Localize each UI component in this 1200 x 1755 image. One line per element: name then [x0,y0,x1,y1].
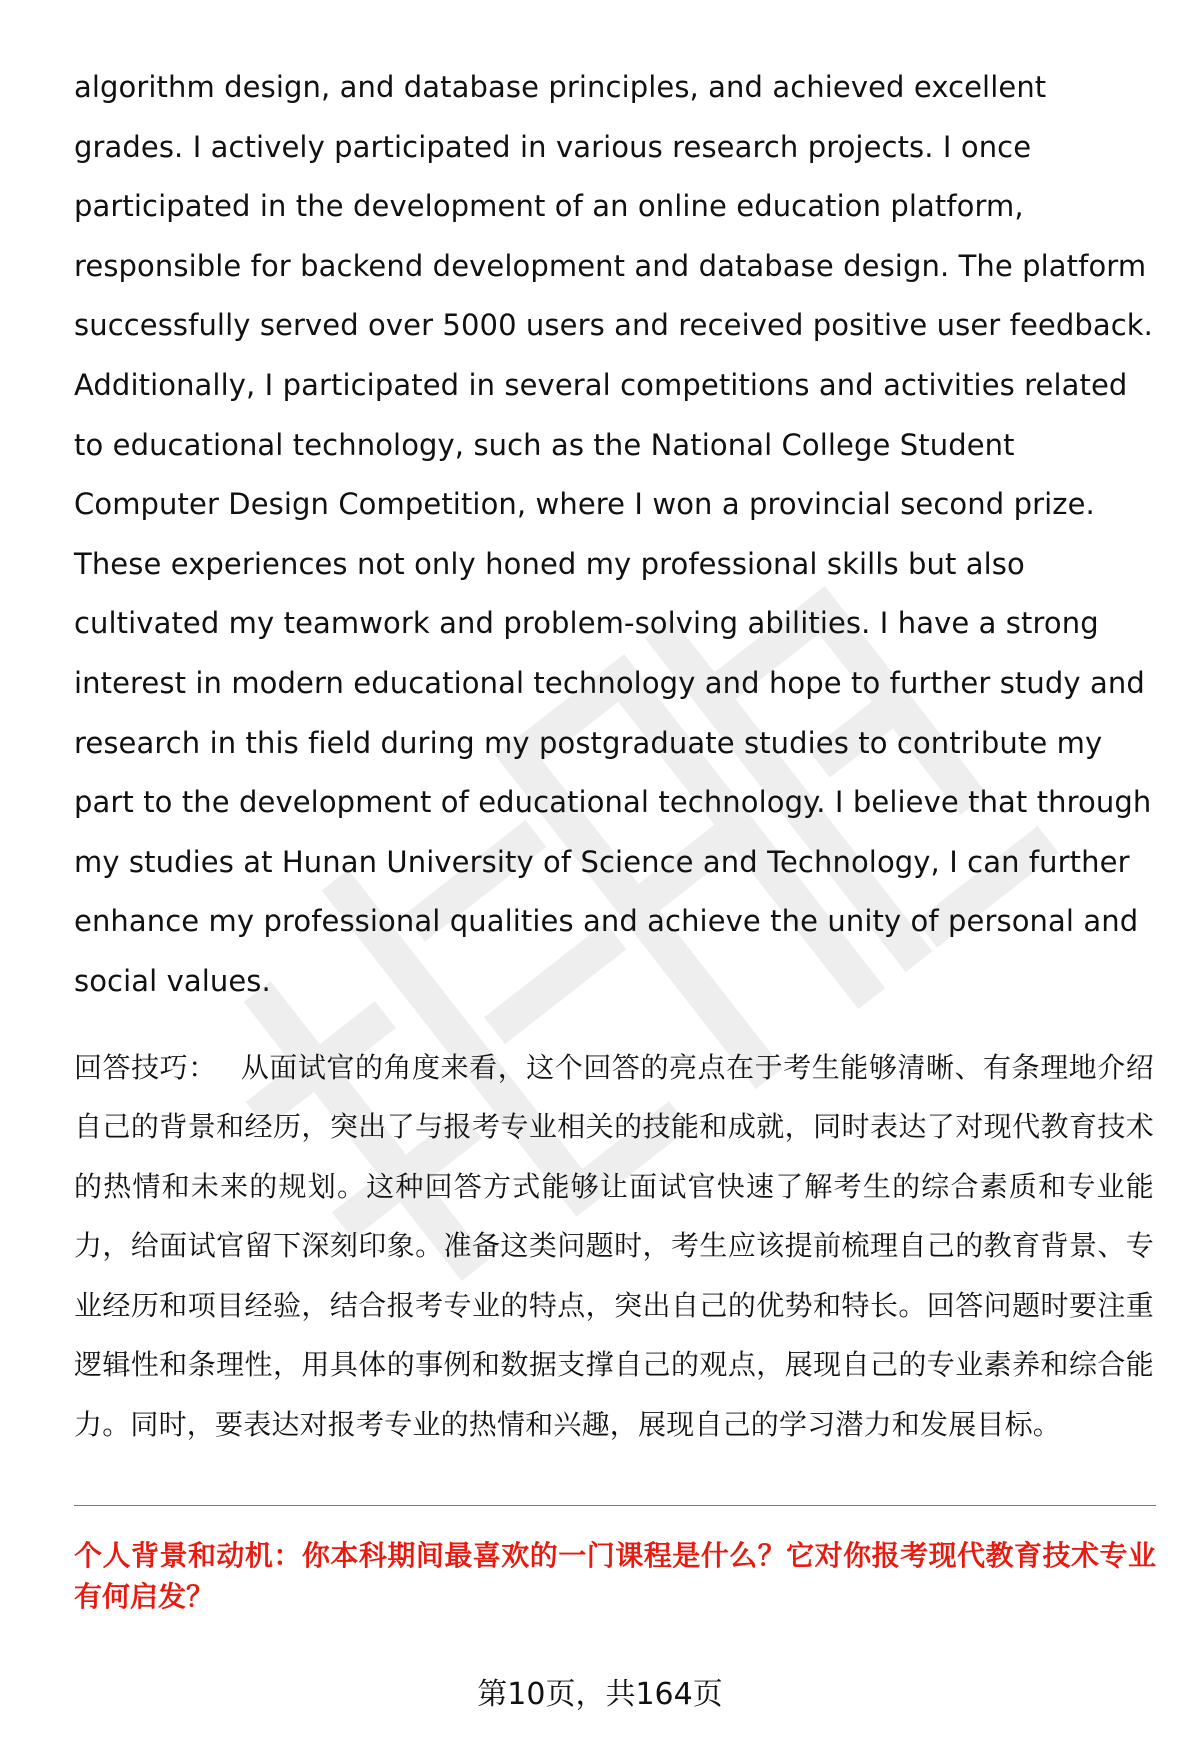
page-number-footer: 第10页，共164页 [477,1677,723,1712]
content-area [74,58,1154,1454]
section-divider [74,1505,1156,1506]
answer-tips-paragraph [74,1038,1154,1455]
tips-label: 回答技巧： [74,1050,217,1084]
answer-paragraph: algorithm design, and database principles, and achieved excellent grades. I actively participated in various research projects. I once participated in the development of an online education platform, responsible for backend development and database design. The platform successfully served over 5000 users and received positive user feedback. Additionally, I participated in several competitions and activities related to educational technology, such as the National College Student Computer Design Competition, where I won a provincial second prize. These experiences not only honed my professional skills but also cultivated my teamwork and problem-solving abilities. I have a strong interest in modern educational technology and hope to further study and research in this field during my postgraduate studies to contribute my part to the development of educational technology. I believe that through my studies at Hunan University of Science and Technology, I can further enhance my professional qualities and achieve the unity of personal and social values. [74,70,1153,998]
tips-text: 从面试官的角度来看，这个回答的亮点在于考生能够清晰、有条理地介绍自己的背景和经历，突出了与报考专业相关的技能和成就，同时表达了对现代教育技术的热情和未来的规划。这种回答方式能够让面试官快速了解考生的综合素质和专业能力，给面试官留下深刻印象。准备这类问题时，考生应该提前梳理自己的教育背景、专业经历和项目经验，结合报考专业的特点，突出自己的优势和特长。回答问题时要注重逻辑性和条理性，用具体的事例和数据支撑自己的观点，展现自己的专业素养和综合能力。同时，要表达对报考专业的热情和兴趣，展现自己的学习潜力和发展目标。 [74,1050,1154,1441]
next-question-heading: 个人背景和动机：你本科期间最喜欢的一门课程是什么？它对你报考现代教育技术专业有何启发？ [74,1539,1156,1613]
